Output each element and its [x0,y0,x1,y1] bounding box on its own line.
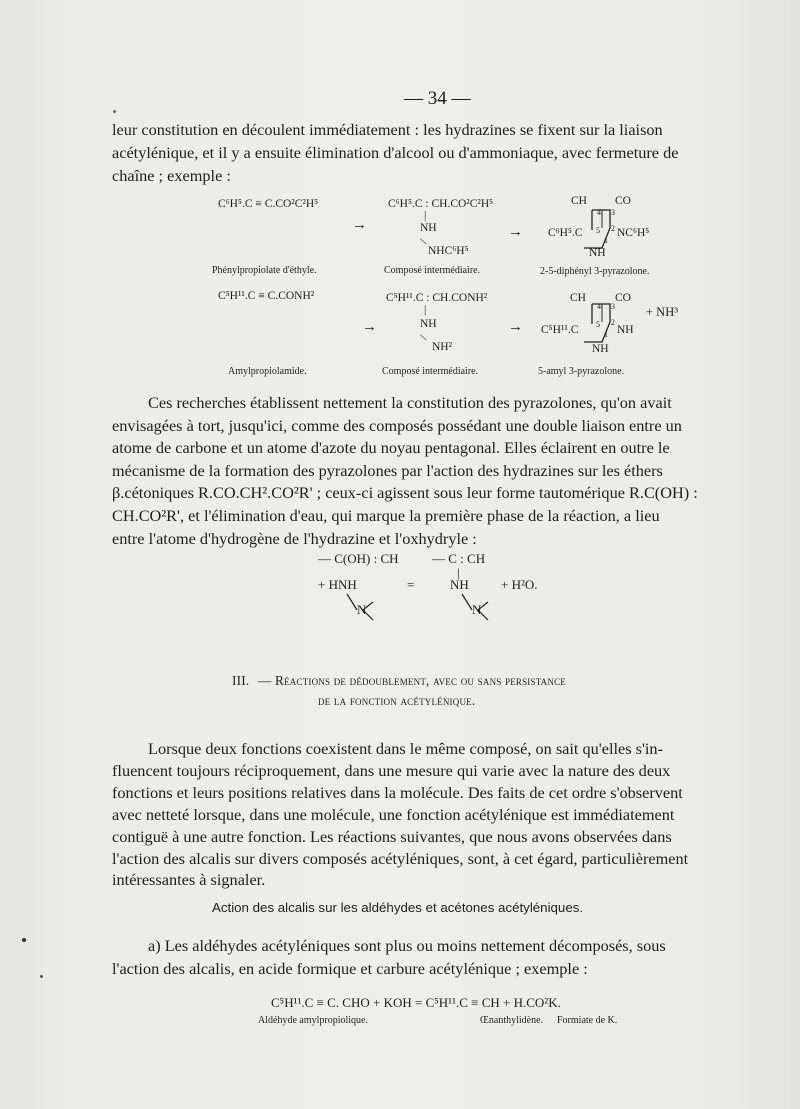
bond-line: | [424,304,427,316]
ring-number: 2 [611,318,615,327]
equation-caption: Formiate de K. [557,1015,618,1026]
equation-term: + H²O. [501,577,538,592]
ring-number: 2 [611,224,615,233]
text-line: Ces recherches établissent nettement la constitution des pyrazolones, qu'on avait [148,393,672,412]
ring-number: 4 [597,208,601,217]
ring-right-substituent: NH [617,324,634,336]
reactant-formula: C⁵H¹¹.C ≡ C.CONH² [218,290,315,302]
ring-number: 5 [596,320,600,329]
plus-ammonia: + NH³ [646,305,678,319]
arrow-icon: → [508,319,523,335]
text-line: l'action des alcalis, en acide formique et carbure acétylénique ; exemple : [112,958,588,978]
paragraph-pyrazolones [112,392,752,550]
equation-equals: = [407,577,415,592]
ring-number: 4 [597,302,601,311]
arrow-icon: → [508,224,523,240]
bond-line: | [424,210,427,222]
arrow-icon: → [362,319,377,335]
text-line: mécanisme de la formation des pyrazolones par l'action des hydrazines sur les éthers [112,460,663,480]
text-line: l'action des alcalis sur divers composés acétyléniques, sont, à cet égard, particulièrement [112,848,689,868]
reactant-caption: Amylpropiolamide. [228,366,307,377]
text-line: CH.CO²R', et l'élimination d'eau, qui marque la première phase de la réaction, a lieu [112,505,660,525]
equation-term: — C(OH) : CH [318,551,399,566]
ring-nh: NH [589,247,606,259]
pyrazolone-ring-icon [580,204,622,252]
bond-line: | [457,565,460,580]
section-title-cont: de la fonction acétylénique. [318,693,476,708]
paragraph-aldehydes [112,935,752,980]
ring-right-substituent: NC⁶H⁵ [617,227,650,239]
paragraph-functions [112,738,752,891]
intermediate-nh: NH [420,222,437,234]
equation-term: NH [450,577,469,592]
reactant-formula: C⁶H⁵.C ≡ C.CO²C²H⁵ [218,198,319,210]
equation-caption: Aldéhyde amylpropiolique. [258,1015,368,1026]
product-caption: 2-5-diphényl 3-pyrazolone. [540,266,650,277]
text-line: avec netteté lorsque, dans une molécule, une fonction acétylénique est immédiatement [112,804,675,824]
reactant-caption: Phénylpropiolate d'éthyle. [212,265,317,276]
intro-line-2: acétylénique, et il y a ensuite élimination d'alcool ou d'ammoniaque, avec fermeture de [112,143,679,162]
intermediate-formula: C⁵H¹¹.C : CH.CONH² [386,292,488,304]
ring-nh: NH [592,343,609,355]
ring-number: 5 [596,226,600,235]
text-line: a) Les aldéhydes acétyléniques sont plus ou moins nettement décomposés, sous [148,936,666,955]
intermediate-substituent: NHC⁶H⁵ [428,245,469,257]
equation-nitrogen: N [472,602,482,617]
ring-number: 3 [611,302,615,311]
equation-nitrogen: N [357,602,367,617]
ring-co: CO [615,292,631,304]
ink-speck [113,110,116,113]
intermediate-substituent: NH² [432,341,453,353]
pyrazolone-ring-icon [580,298,622,346]
subheading: Action des alcalis sur les aldéhydes et acétones acétyléniques. [212,900,584,915]
ring-ch: CH [570,292,586,304]
equation-term: + HNH [318,577,357,592]
text-line: fonctions et leurs positions relatives dans la molécule. Des faits de cet ordre s'observent [112,782,683,802]
bond-line: \ [419,332,428,344]
intermediate-formula: C⁶H⁵.C : CH.CO²C²H⁵ [388,198,494,210]
text-line: envisagées à tort, jusqu'ici, comme des composés possédant une double liaison entre un [112,415,682,435]
product-caption: 5-amyl 3-pyrazolone. [538,366,625,377]
text-line: β.cétoniques R.CO.CH².CO²R' ; ceux-ci agissent sous leur forme tautomérique R.C(OH) : [112,483,698,503]
ring-left-substituent: C⁵H¹¹.C [541,324,579,336]
ring-number: 1 [604,330,608,339]
intermediate-caption: Composé intermédiaire. [384,265,481,276]
text-line: contiguë à une autre fonction. Les réactions suivantes, que nous avons observées dans [112,826,672,846]
equation-caption: Œnanthylidène. [480,1015,544,1026]
ink-speck [40,975,43,978]
bond-line: \ [419,236,428,248]
equation-term: — C : CH [432,551,486,566]
text-line: Lorsque deux fonctions coexistent dans le même composé, on sait qu'elles s'in- [148,739,663,758]
text-line: entre l'atome d'hydrogène de l'hydrazine et l'oxhydryle : [112,528,477,548]
ring-co: CO [615,195,631,207]
section-number: III. [232,673,250,688]
final-equation: C⁵H¹¹.C ≡ C. CHO + KOH = C⁵H¹¹.C ≡ CH + H.CO²K. [271,995,561,1010]
arrow-icon: → [352,217,367,233]
intro-line-3: chaîne ; exemple : [112,166,231,185]
text-line: atome de carbone et un atome d'azote du noyau pentagonal. Elles éclairent en outre le [112,438,670,458]
intermediate-caption: Composé intermédiaire. [382,366,479,377]
ring-number: 3 [611,208,615,217]
intro-line-1: leur constitution en découlent immédiatement : les hydrazines se fixent sur la liaison [112,120,663,139]
text-line: intéressantes à signaler. [112,870,266,890]
page-number: — 34 — [404,88,471,109]
text-line: fluencent toujours réciproquement, dans une mesure qui varie avec la nature des deux [112,760,671,780]
ring-number: 1 [604,236,608,245]
ring-ch: CH [571,195,587,207]
intermediate-nh: NH [420,318,437,330]
ink-speck [22,938,26,942]
ring-left-substituent: C⁶H⁵.C [548,227,583,239]
section-title: — Réactions de dédoublement, avec ou sans persistance [258,673,566,688]
